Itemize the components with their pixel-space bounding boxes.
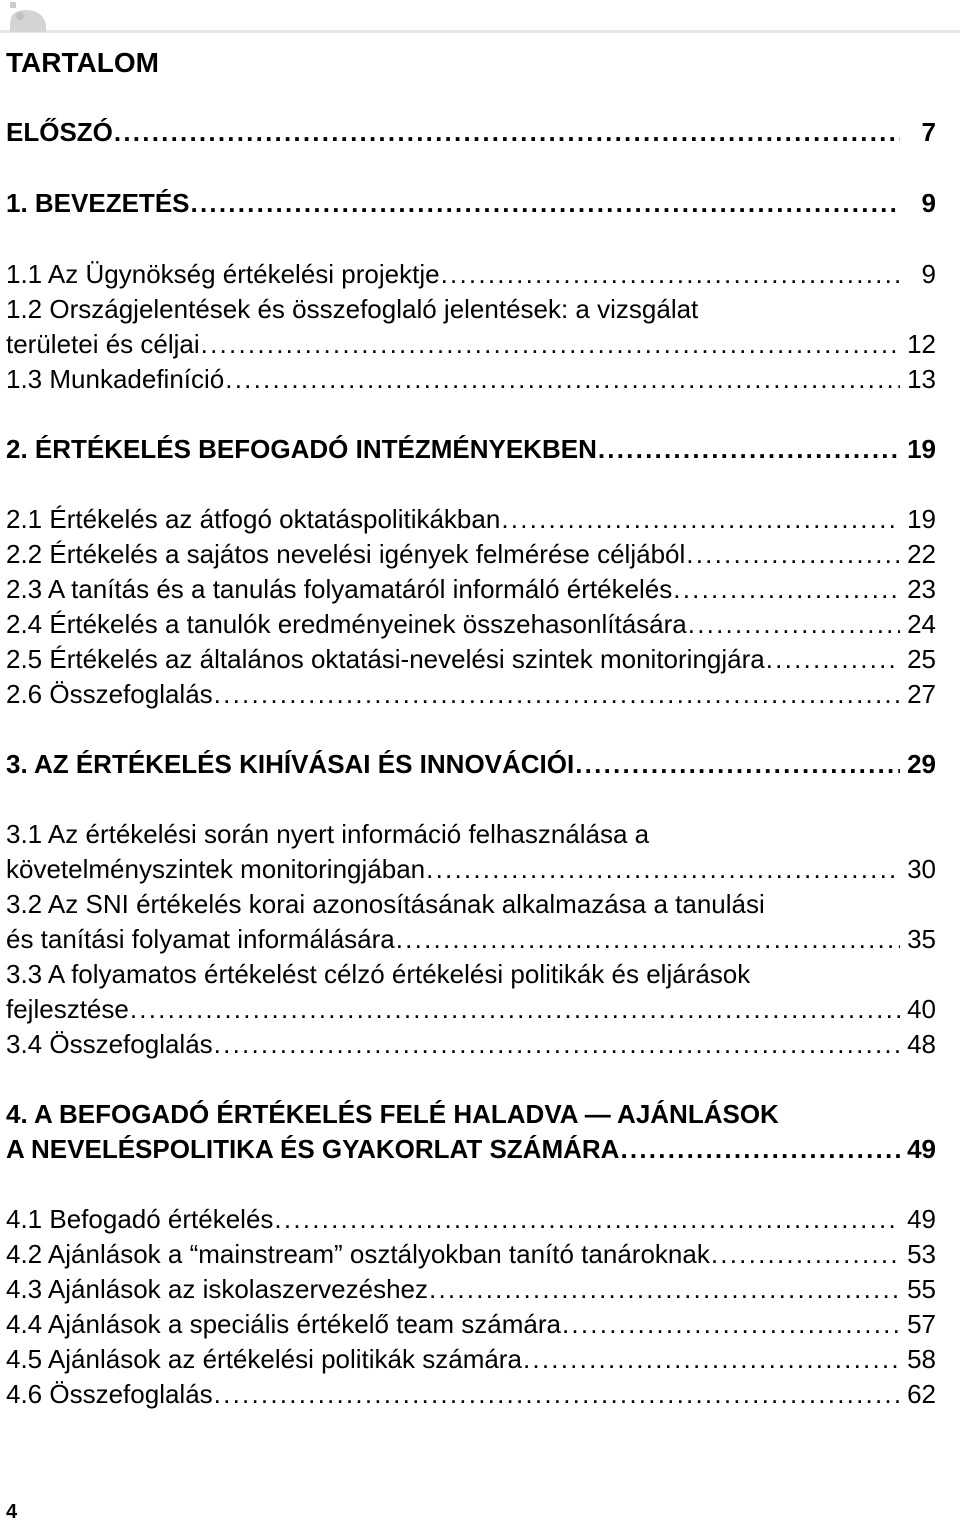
toc-entry[interactable] [6, 186, 936, 221]
toc-entry-line [6, 1027, 936, 1062]
dot-leader [522, 1342, 900, 1377]
toc-page-number: 40 [907, 994, 936, 1024]
toc-entry[interactable] [6, 887, 936, 957]
top-bar [0, 0, 960, 34]
page-number: 4 [6, 1501, 18, 1523]
toc-entry-title: 1.2 Országjelentések és összefoglaló jelentések: a vizsgálat [6, 294, 699, 324]
dot-leader [574, 747, 900, 782]
toc-entry-line [6, 1342, 936, 1377]
dot-leader [113, 115, 900, 150]
toc-entry-title: fejlesztése [6, 994, 129, 1024]
toc-page-number: 24 [907, 609, 936, 639]
toc-entry[interactable] [6, 607, 936, 642]
toc-entry-title: 4.2 Ajánlások a “mainstream” osztályokban tanító tanároknak [6, 1239, 710, 1269]
toc-entry[interactable] [6, 1202, 936, 1237]
dot-leader [619, 1132, 900, 1167]
toc-entry-title: 4.1 Befogadó értékelés [6, 1204, 274, 1234]
toc-entry-title: 4.3 Ajánlások az iskolaszervezéshez [6, 1274, 429, 1304]
toc-entry-title: 2. ÉRTÉKELÉS BEFOGADÓ INTÉZMÉNYEKBEN [6, 434, 597, 464]
toc-entry[interactable] [6, 432, 936, 467]
toc-entry-line-continued [6, 957, 936, 992]
toc-page-number: 7 [921, 117, 936, 147]
toc-entry[interactable] [6, 292, 936, 362]
toc-entry-title: 3.2 Az SNI értékelés korai azonosításának alkalmazása a tanulási [6, 889, 765, 919]
toc-page-number: 19 [907, 504, 936, 534]
dot-leader [687, 607, 900, 642]
toc-entry-title: 2.3 A tanítás és a tanulás folyamatáról informáló értékelés [6, 574, 673, 604]
dot-leader [710, 1237, 900, 1272]
dot-leader [425, 852, 900, 887]
toc-entry-line [6, 1202, 936, 1237]
toc-entry-line [6, 1272, 936, 1307]
toc-page-number: 12 [907, 329, 936, 359]
toc-entry-title: 1.3 Munkadefiníció [6, 364, 225, 394]
dot-leader [213, 1377, 900, 1412]
toc-entry-title: követelményszintek monitoringjában [6, 854, 426, 884]
dot-leader [672, 572, 900, 607]
dot-leader [273, 1202, 900, 1237]
toc-entry-title: 3.4 Összefoglalás [6, 1029, 213, 1059]
toc-page-number: 48 [907, 1029, 936, 1059]
toc-entry-title: 1.1 Az Ügynökség értékelési projektje [6, 259, 440, 289]
toc-entry-title: területei és céljai [6, 329, 200, 359]
toc-page-number: 62 [907, 1379, 936, 1409]
toc-entry[interactable] [6, 957, 936, 1027]
toc-entry[interactable] [6, 1342, 936, 1377]
toc-page-number: 13 [907, 364, 936, 394]
toc-entry-title: 3. AZ ÉRTÉKELÉS KIHÍVÁSAI ÉS INNOVÁCIÓI [6, 749, 575, 779]
toc-entry-title: 2.4 Értékelés a tanulók eredményeinek összehasonlítására [6, 609, 687, 639]
toc-page-number: 49 [907, 1204, 936, 1234]
toc-entry-title: 4.4 Ajánlások a speciális értékelő team számára [6, 1309, 561, 1339]
toc-entry[interactable] [6, 572, 936, 607]
toc-entry-title: 2.5 Értékelés az általános oktatási-nevelési szintek monitoringjára [6, 644, 765, 674]
toc-entry-title: 2.6 Összefoglalás [6, 679, 213, 709]
toc-page-number: 35 [907, 924, 936, 954]
toc-entry-title: 4. A BEFOGADÓ ÉRTÉKELÉS FELÉ HALADVA ― AJÁNLÁSOK [6, 1099, 779, 1129]
toc-page-number: 22 [907, 539, 936, 569]
toc-entry-line [6, 115, 936, 150]
dot-leader [597, 432, 900, 467]
toc-entry-line-continued [6, 292, 936, 327]
dot-leader [200, 327, 900, 362]
dot-leader [190, 186, 901, 221]
toc-entry-line [6, 327, 936, 362]
toc-entry[interactable] [6, 747, 936, 782]
toc-entry-line [6, 502, 936, 537]
toc-entry-line [6, 1307, 936, 1342]
toc-entry-line [6, 992, 936, 1027]
toc-page-number: 9 [921, 259, 936, 289]
toc-entry-title: 2.1 Értékelés az átfogó oktatáspolitikákban [6, 504, 501, 534]
toc-page-number: 19 [907, 434, 936, 464]
dot-leader [440, 257, 900, 292]
toc-page-number: 25 [907, 644, 936, 674]
toc-entry-line-continued [6, 817, 936, 852]
toc-entry-title: 4.5 Ajánlások az értékelési politikák számára [6, 1344, 522, 1374]
toc-entry-line [6, 607, 936, 642]
toc-entry[interactable] [6, 502, 936, 537]
toc-entry-line [6, 677, 936, 712]
toc-entry-line [6, 432, 936, 467]
dot-leader [213, 1027, 900, 1062]
dot-leader [561, 1307, 900, 1342]
toc-entry-line [6, 642, 936, 677]
toc-entry-title: 4.6 Összefoglalás [6, 1379, 213, 1409]
toc-page-number: 23 [907, 574, 936, 604]
toc-entry[interactable] [6, 115, 936, 150]
toc-entry-line [6, 1377, 936, 1412]
dot-leader [224, 362, 900, 397]
toc-entry[interactable] [6, 1237, 936, 1272]
toc-entry[interactable] [6, 1027, 936, 1062]
toc-entry-line [6, 257, 936, 292]
toc-entry[interactable] [6, 817, 936, 887]
toc-entry-line [6, 852, 936, 887]
toc-entry[interactable] [6, 642, 936, 677]
dot-leader [765, 642, 900, 677]
toc-page-number: 55 [907, 1274, 936, 1304]
toc-page-number: 9 [921, 188, 936, 218]
toc-page-number: 29 [907, 749, 936, 779]
toc-entry-line [6, 362, 936, 397]
toc-entry-title: A NEVELÉSPOLITIKA ÉS GYAKORLAT SZÁMÁRA [6, 1134, 620, 1164]
toc-entry-line [6, 747, 936, 782]
toc-page-number: 30 [907, 854, 936, 884]
dot-leader [685, 537, 900, 572]
toc-page-number: 53 [907, 1239, 936, 1269]
toc-entry[interactable] [6, 257, 936, 292]
toc-entry-line-continued [6, 1097, 936, 1132]
toc-entry[interactable] [6, 537, 936, 572]
toc-entry-line [6, 186, 936, 221]
toc-entry-title: 1. BEVEZETÉS [6, 188, 190, 218]
toc-entry-line-continued [6, 887, 936, 922]
toc-title: TARTALOM [6, 47, 159, 78]
toc-entry-title: és tanítási folyamat informálására [6, 924, 395, 954]
toc-entry-line [6, 922, 936, 957]
header-divider [0, 30, 960, 33]
toc-entry-line [6, 537, 936, 572]
dot-leader [500, 502, 900, 537]
toc-page-number: 27 [907, 679, 936, 709]
toc-entry-title: 2.2 Értékelés a sajátos nevelési igények felmérése céljából [6, 539, 686, 569]
toc-entry[interactable] [6, 1307, 936, 1342]
toc-entry-line [6, 572, 936, 607]
toc-page-number: 58 [907, 1344, 936, 1374]
toc-entry[interactable] [6, 1377, 936, 1412]
toc-entry-title: 3.3 A folyamatos értékelést célzó értékelési politikák és eljárások [6, 959, 751, 989]
dot-leader [129, 992, 900, 1027]
dot-leader [213, 677, 900, 712]
dot-leader [428, 1272, 900, 1307]
toc-entry-line [6, 1132, 936, 1167]
page-corner-icon [8, 2, 52, 32]
toc-page-number: 57 [907, 1309, 936, 1339]
toc-page-number: 49 [907, 1134, 936, 1164]
toc-entry-title: ELŐSZÓ [6, 117, 113, 147]
toc-entry[interactable] [6, 362, 936, 397]
toc-entry[interactable] [6, 1097, 936, 1167]
toc-entry[interactable] [6, 1272, 936, 1307]
dot-leader [395, 922, 900, 957]
toc-entry-line [6, 1237, 936, 1272]
toc-entry-title: 3.1 Az értékelési során nyert információ felhasználása a [6, 819, 650, 849]
toc-entry[interactable] [6, 677, 936, 712]
